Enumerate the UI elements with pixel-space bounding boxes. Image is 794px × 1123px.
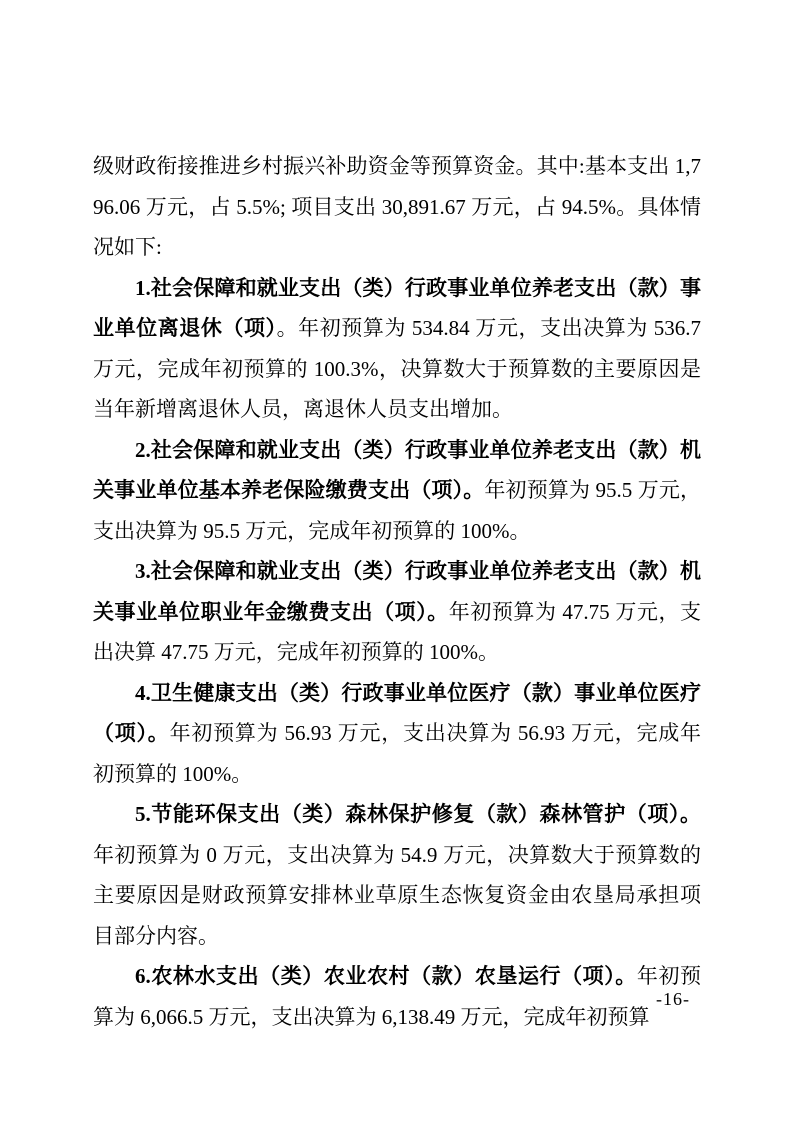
paragraph-continuation <box>93 146 701 268</box>
item-4-body: 年初预算为 56.93 万元，支出决算为 56.93 万元，完成年初预算的 100%。 <box>93 721 701 786</box>
paragraph-item-3 <box>93 551 701 673</box>
item-5-body: 年初预算为 0 万元，支出决算为 54.9 万元，决算数大于预算数的主要原因是财政预算安排林业草原生态恢复资金由农垦局承担项目部分内容。 <box>93 842 701 948</box>
item-2-heading: 2.社会保障和就业支出（类）行政事业单位养老支出（款）机关事业单位基本养老保险缴费支出（项）。 <box>93 437 701 502</box>
page-number: -16- <box>656 989 690 1009</box>
item-3-body: 年初预算为 47.75 万元，支出决算 47.75 万元，完成年初预算的 100%。 <box>93 599 702 664</box>
item-6-heading: 6.农林水支出（类）农业农村（款）农垦运行（项）。 <box>135 964 637 988</box>
item-4-heading: 4.卫生健康支出（类）行政事业单位医疗（款）事业单位医疗（项）。 <box>93 680 701 745</box>
item-5-heading: 5.节能环保支出（类）森林保护修复（款）森林管护（项）。 <box>135 802 701 826</box>
item-1-heading: 1.社会保障和就业支出（类）行政事业单位养老支出（款）事业单位离退休（项） <box>93 275 701 340</box>
paragraph-item-5 <box>93 794 701 956</box>
item-2-body: 年初预算为 95.5 万元，支出决算为 95.5 万元，完成年初预算的 100%。 <box>93 478 702 543</box>
item-3-heading: 3.社会保障和就业支出（类）行政事业单位养老支出（款）机关事业单位职业年金缴费支出（项）。 <box>93 559 701 624</box>
paragraph-item-2 <box>93 430 701 552</box>
document-body <box>93 146 701 1037</box>
item-6-body: 年初预算为 6,066.5 万元，支出决算为 6,138.49 万元，完成年初预算 <box>93 964 702 1029</box>
paragraph-item-6 <box>93 956 701 1037</box>
paragraph-item-1 <box>93 268 701 430</box>
item-1-body: 。年初预算为 534.84 万元，支出决算为 536.7 万元，完成年初预算的 100.3%，决算数大于预算数的主要原因是当年新增离退休人员，离退休人员支出增加。 <box>93 316 702 421</box>
paragraph-item-4 <box>93 673 701 795</box>
body-text: 级财政衔接推进乡村振兴补助资金等预算资金。其中:基本支出 1,796.06 万元，占 5.5%; 项目支出 30,891.67 万元，占 94.5%。具体情况如下: <box>93 154 701 259</box>
